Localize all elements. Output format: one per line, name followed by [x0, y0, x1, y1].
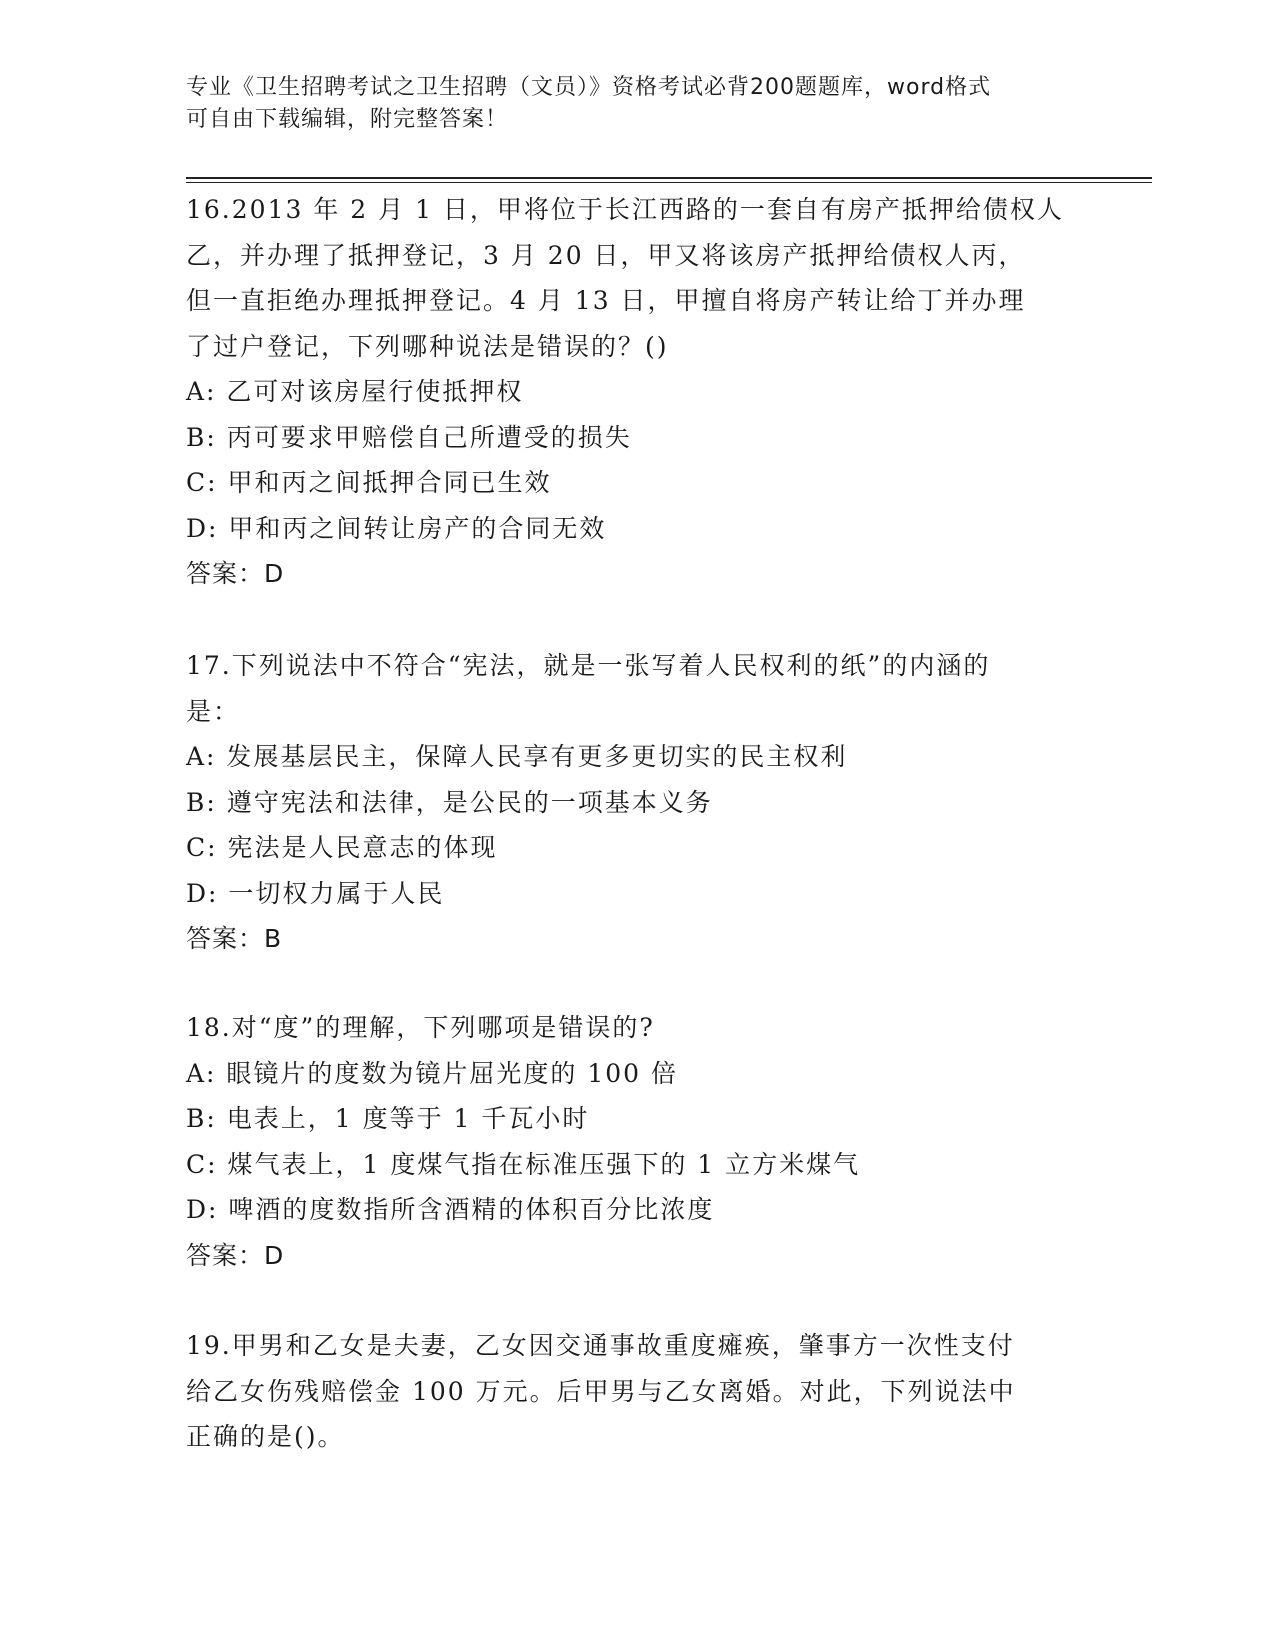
option-d: D: 一切权力属于人民 [186, 878, 445, 908]
question-stem-line: 18.对“度”的理解，下列哪项是错误的? [186, 1013, 655, 1042]
option-a: A: 发展基层民主，保障人民享有更多更切实的民主权利 [186, 742, 848, 771]
header-divider-thick [186, 177, 1152, 179]
header-divider-thin [186, 182, 1152, 183]
option-b: B: 电表上，1 度等于 1 千瓦小时 [186, 1104, 590, 1133]
question-stem-line: 但一直拒绝办理抵押登记。4 月 13 日，甲擅自将房产转让给丁并办理 [186, 286, 1026, 315]
question-18 [186, 1005, 1086, 1278]
option-b: B: 丙可要求甲赔偿自己所遭受的损失 [186, 422, 632, 452]
question-stem-line: 19.甲男和乙女是夫妻，乙女因交通事故重度瘫痪，肇事方一次性支付 [186, 1331, 1015, 1360]
question-stem-line: 给乙女伤残赔偿金 100 万元。后甲男与乙女离婚。对此，下列说法中 [186, 1376, 1016, 1406]
header-line-2: 可自由下载编辑，附完整答案！ [186, 107, 509, 132]
question-stem-line: 是： [186, 696, 241, 726]
option-b: B: 遵守宪法和法律，是公民的一项基本义务 [186, 787, 713, 817]
question-stem-line: 16.2013 年 2 月 1 日，甲将位于长江西路的一套自有房产抵押给债权人 [186, 195, 1064, 224]
question-16 [186, 187, 1086, 597]
option-d: D: 啤酒的度数指所含酒精的体积百分比浓度 [186, 1195, 715, 1224]
question-19 [186, 1323, 1086, 1460]
document-header [186, 72, 1066, 136]
question-stem-line: 正确的是()。 [186, 1422, 345, 1451]
option-c: C: 宪法是人民意志的体现 [186, 833, 498, 862]
option-d: D: 甲和丙之间转让房产的合同无效 [186, 513, 607, 543]
option-c: C: 煤气表上，1 度煤气指在标准压强下的 1 立方米煤气 [186, 1149, 861, 1179]
question-stem-line: 17.下列说法中不符合“宪法，就是一张写着人民权利的纸”的内涵的 [186, 651, 991, 680]
answer-line: 答案：D [186, 1240, 285, 1270]
answer-line: 答案：B [186, 924, 283, 953]
answer-line: 答案：D [186, 559, 285, 588]
question-stem-line: 乙，并办理了抵押登记，3 月 20 日，甲又将该房产抵押给债权人丙， [186, 240, 1026, 270]
option-a: A: 乙可对该房屋行使抵押权 [186, 377, 524, 406]
header-line-1: 专业《卫生招聘考试之卫生招聘（文员）》资格考试必背200题题库，word格式 [186, 75, 992, 100]
option-c: C: 甲和丙之间抵押合同已生效 [186, 468, 552, 497]
option-a: A: 眼镜片的度数为镜片屈光度的 100 倍 [186, 1058, 679, 1088]
question-17 [186, 643, 1086, 962]
question-stem-line: 了过户登记，下列哪种说法是错误的？() [186, 331, 669, 361]
